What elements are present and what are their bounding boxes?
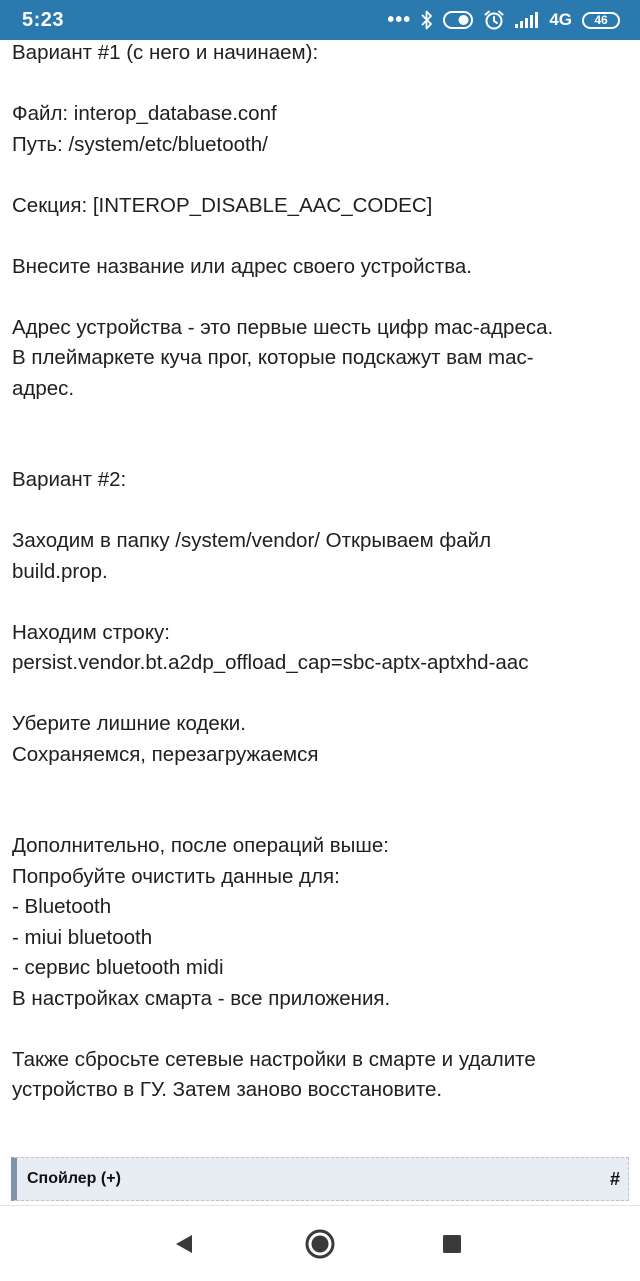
text-line: - сервис bluetooth midi (12, 956, 224, 979)
text-line: Путь: /system/etc/bluetooth/ (12, 132, 268, 156)
text-line: Сохраняемся, перезагружаемся (12, 742, 319, 766)
home-button[interactable] (304, 1228, 336, 1260)
paragraph (12, 38, 632, 69)
status-bar (0, 0, 640, 40)
text-line: Внесите название или адрес своего устройства. (12, 254, 472, 278)
text-line: build.prop. (12, 559, 108, 583)
paragraph (12, 313, 632, 405)
text-line: Вариант #2: (12, 468, 127, 491)
text-line: - miui bluetooth (12, 925, 153, 949)
spoiler-title: Спойлер (+) (27, 1170, 121, 1187)
battery-icon (582, 12, 620, 29)
spoiler-anchor-link[interactable]: # (609, 1168, 620, 1189)
paragraph (12, 526, 632, 587)
paragraph (12, 191, 632, 222)
paragraph (12, 99, 632, 160)
toggle-icon (443, 11, 473, 29)
home-icon (304, 1228, 336, 1260)
recents-button[interactable] (436, 1228, 468, 1260)
text-line: persist.vendor.bt.a2dp_offload_cap=sbc-aptx-aptxhd-aac (12, 651, 529, 674)
navigation-bar (0, 1205, 640, 1281)
text-line: Адрес устройства - это первые шесть цифр mac-адреса. (12, 315, 554, 339)
text-line: В настройках смарта - все приложения. (12, 986, 391, 1010)
text-line: Вариант #1 (с него и начинаем): (12, 41, 319, 64)
text-line: Также сбросьте сетевые настройки в смарте и удалите (12, 1047, 536, 1071)
more-notifications-icon: ••• (387, 9, 412, 31)
recents-icon (442, 1234, 462, 1254)
text-line: Уберите лишние кодеки. (12, 712, 246, 735)
status-time: 5:23 (22, 8, 65, 31)
paragraph (12, 709, 632, 770)
paragraph (12, 1045, 632, 1106)
text-line: Попробуйте очистить данные для: (12, 864, 340, 888)
status-icons (387, 9, 620, 31)
network-type: 4G (549, 10, 572, 29)
alarm-icon (483, 9, 505, 31)
text-line: адрес. (12, 376, 75, 400)
text-line: В плеймаркете куча прог, которые подскажут вам mac- (12, 346, 534, 369)
signal-icon (515, 12, 539, 28)
text-line: Заходим в папку /system/vendor/ Открываем файл (12, 529, 492, 552)
text-line: - Bluetooth (12, 895, 112, 918)
paragraph (12, 831, 632, 1014)
bluetooth-icon (421, 10, 433, 30)
paragraph (12, 252, 632, 283)
text-line: Находим строку: (12, 620, 170, 644)
text-line: устройство в ГУ. Затем заново восстановите. (12, 1078, 443, 1101)
paragraph (12, 465, 632, 496)
text-line: Файл: interop_database.conf (12, 102, 277, 125)
text-line: Дополнительно, после операций выше: (12, 834, 389, 857)
post-content (12, 38, 632, 1136)
back-icon (173, 1232, 195, 1256)
text-line: Секция: [INTEROP_DISABLE_AAC_CODEC] (12, 193, 433, 217)
battery-level: 46 (594, 13, 608, 27)
back-button[interactable] (168, 1228, 200, 1260)
spoiler-toggle[interactable] (11, 1157, 629, 1201)
paragraph (12, 618, 632, 679)
